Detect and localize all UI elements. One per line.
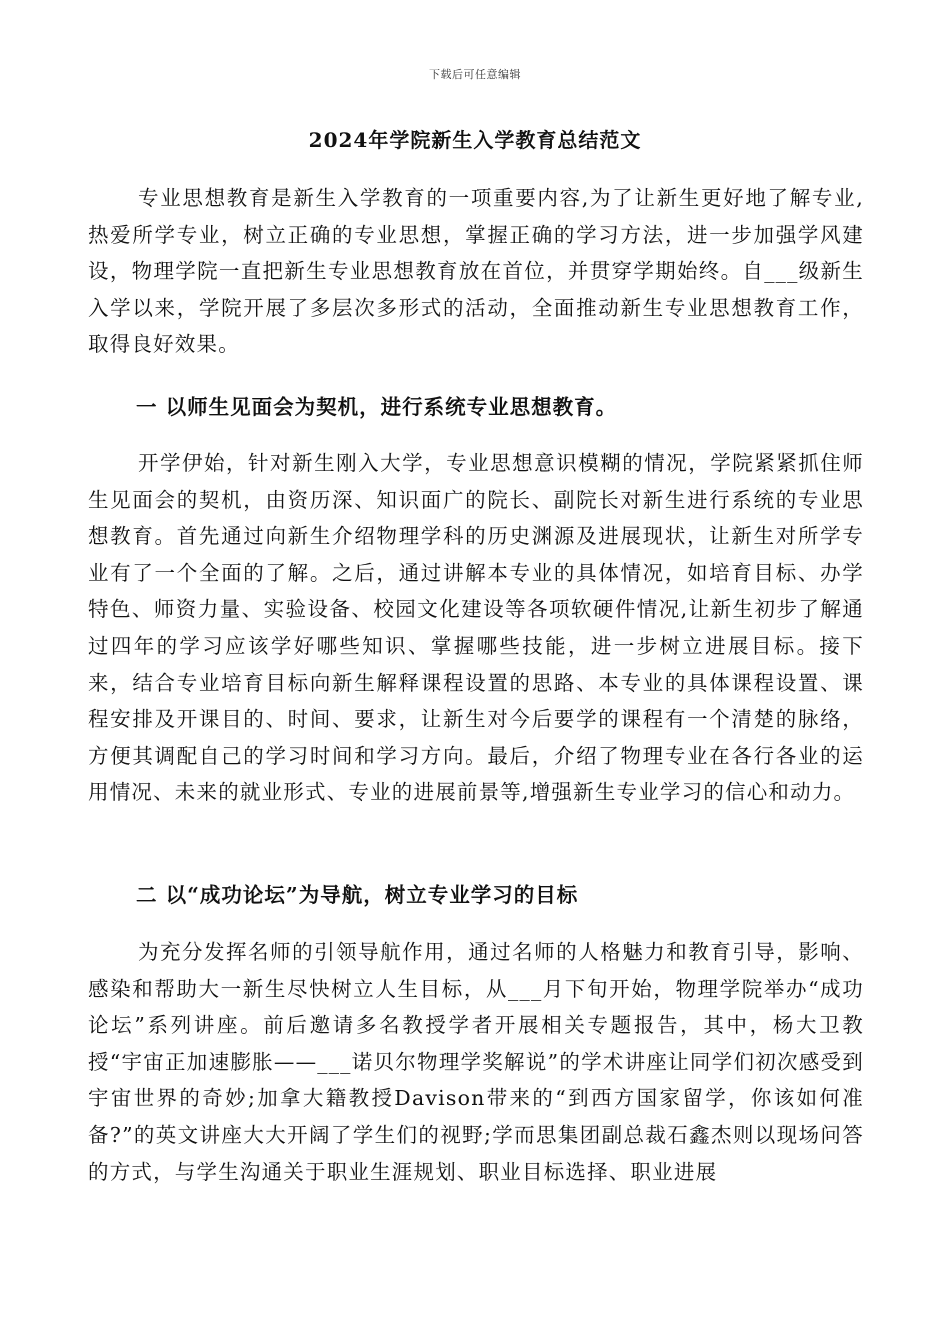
section-1-paragraph: 开学伊始，针对新生刚入大学，专业思想意识模糊的情况，学院紧紧抓住师生见面会的契机，由资历深、知识面广的院长、副院长对新生进行系统的专业思想教育。首先通过向新生介绍物理学科的历史渊源及进展现状，让新生对所学专业有了一个全面的了解。之后，通过讲解本专业的具体情况，如培育目标、办学特色、师资力量、实验设备、校园文化建设等各项软硬件情况,让新生初步了解通过四年的学习应该学好哪些知识、掌握哪些技能，进一步树立进展目标。接下来，结合专业培育目标向新生解释课程设置的思路、本专业的具体课程设置、课程安排及开课目的、时间、要求，让新生对今后要学的课程有一个清楚的脉络，方便其调配自己的学习时间和学习方向。最后，介绍了物理专业在各行各业的运用情况、未来的就业形式、专业的进展前景等,增强新生专业学习的信心和动力。 xyxy=(88,451,864,805)
document-title: 2024年学院新生入学教育总结范文 xyxy=(308,128,642,152)
section-heading-1: 一 以师生见面会为契机，进行系统专业思想教育。 xyxy=(136,395,618,419)
intro-paragraph: 专业思想教育是新生入学教育的一项重要内容,为了让新生更好地了解专业, 热爱所学专业，树立正确的专业思想，掌握正确的学习方法，进一步加强学风建设，物理学院一直把新生专业思想教育放在首位，并贯穿学期始终。自___级新生入学以来，学院开展了多层次多形式的活动，全面推动新生专业思想教育工作，取得良好效果。 xyxy=(88,186,864,357)
section-2-paragraph: 为充分发挥名师的引领导航作用，通过名师的人格魅力和教育引导，影响、感染和帮助大一新生尽快树立人生目标，从___月下旬开始，物理学院举办“成功论坛”系列讲座。前后邀请多名教授学者开展相关专题报告，其中，杨大卫教授“宇宙正加速膨胀——___诺贝尔物理学奖解说”的学术讲座让同学们初次感受到宇宙世界的奇妙;加拿大籍教授Davison带来的“到西方国家留学，你该如何准备?”的英文讲座大大开阔了学生们的视野;学而思集团副总裁石鑫杰则以现场问答的方式，与学生沟通关于职业生涯规划、职业目标选择、职业进展 xyxy=(88,940,864,1184)
header-note: 下载后可任意编辑 xyxy=(429,68,521,81)
section-heading-2: 二 以“成功论坛”为导航，树立专业学习的目标 xyxy=(136,883,579,907)
